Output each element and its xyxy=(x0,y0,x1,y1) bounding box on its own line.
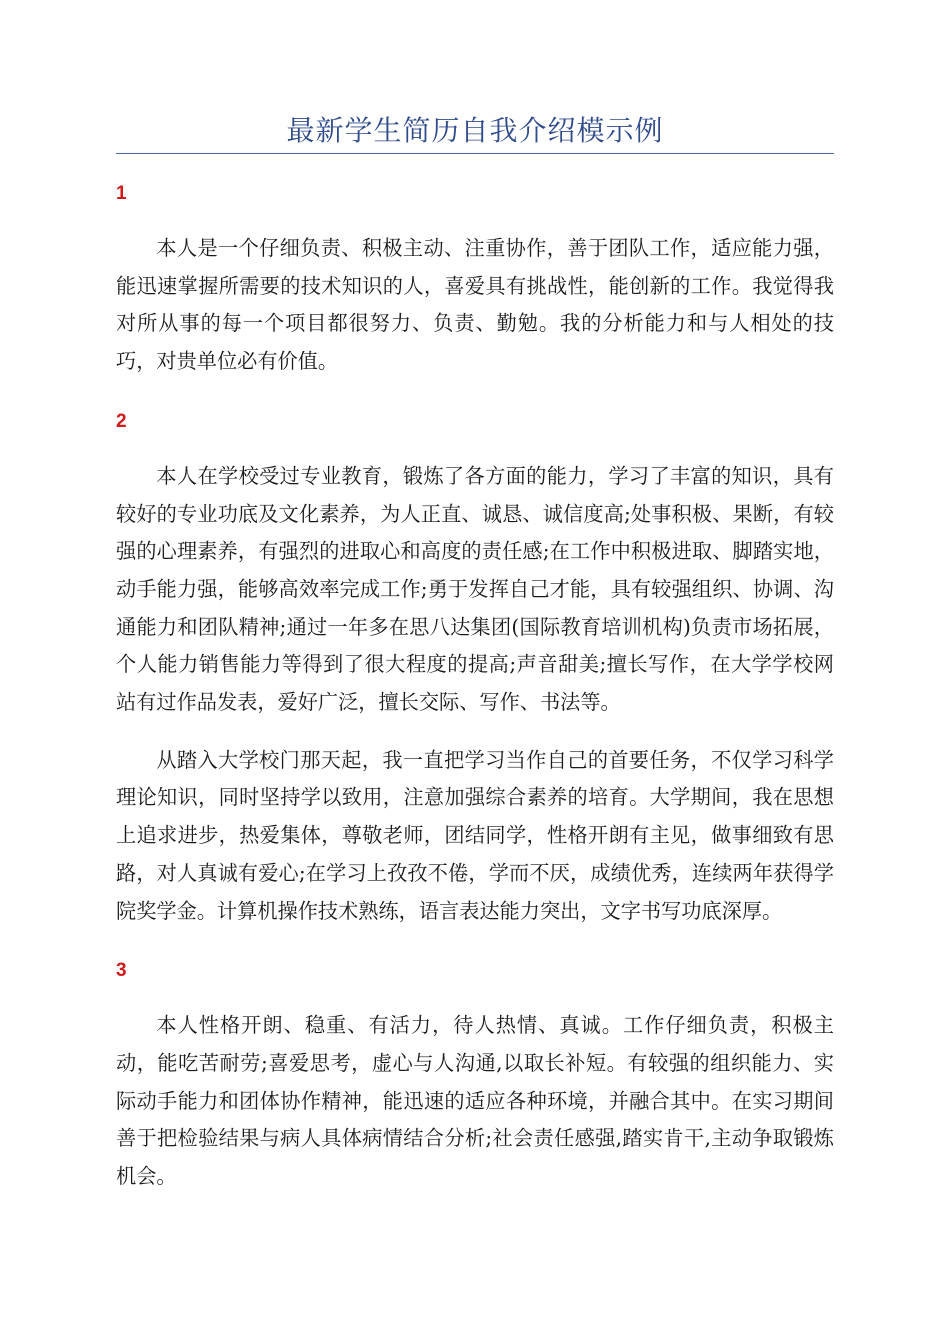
document-title: 最新学生简历自我介绍模示例 xyxy=(286,114,664,147)
section-number: 2 xyxy=(116,410,127,432)
section-number: 1 xyxy=(116,183,127,204)
section-paragraph: 本人性格开朗、稳重、有活力，待人热情、真诚。工作仔细负责，积极主动，能吃苦耐劳;喜爱思考，虚心与人沟通,以取长补短。有较强的组织能力、实际动手能力和团体协作精神，能迅速的适应各种环境，并融合其中。在实习期间善于把检验结果与病人具体病情结合分析;社会责任感强,踏实肯干,主动争取锻炼机会。 xyxy=(116,1013,834,1189)
section-3 xyxy=(116,957,834,1196)
document-page xyxy=(116,0,834,1196)
section-paragraph: 本人是一个仔细负责、积极主动、注重协作，善于团队工作，适应能力强，能迅速掌握所需要的技术知识的人，喜爱具有挑战性，能创新的工作。我觉得我对所从事的每一个项目都很努力、负责、勤勉。我的分析能力和与人相处的技巧，对贵单位必有价值。 xyxy=(116,236,834,374)
section-paragraph: 本人在学校受过专业教育，锻炼了各方面的能力，学习了丰富的知识，具有较好的专业功底及文化素养，为人正直、诚恳、诚信度高;处事积极、果断，有较强的心理素养，有强烈的进取心和高度的责任感;在工作中积极进取、脚踏实地，动手能力强，能够高效率完成工作;勇于发挥自己才能，具有较强组织、协调、沟通能力和团队精神;通过一年多在思八达集团(国际教育培训机构)负责市场拓展，个人能力销售能力等得到了很大程度的提高;声音甜美;擅长写作，在大学学校网站有过作品发表，爱好广泛，擅长交际、写作、书法等。 xyxy=(116,463,834,715)
section-1 xyxy=(116,180,834,381)
title-underline xyxy=(116,153,834,154)
section-2 xyxy=(116,408,834,930)
section-paragraph: 从踏入大学校门那天起，我一直把学习当作自己的首要任务，不仅学习科学理论知识，同时坚持学以致用，注意加强综合素养的培育。大学期间，我在思想上追求进步，热爱集体，尊敬老师，团结同学，性格开朗有主见，做事细致有思路，对人真诚有爱心;在学习上孜孜不倦，学而不厌，成绩优秀，连续两年获得学院奖学金。计算机操作技术熟练，语言表达能力突出，文字书写功底深厚。 xyxy=(116,747,834,923)
section-number: 3 xyxy=(116,960,127,982)
